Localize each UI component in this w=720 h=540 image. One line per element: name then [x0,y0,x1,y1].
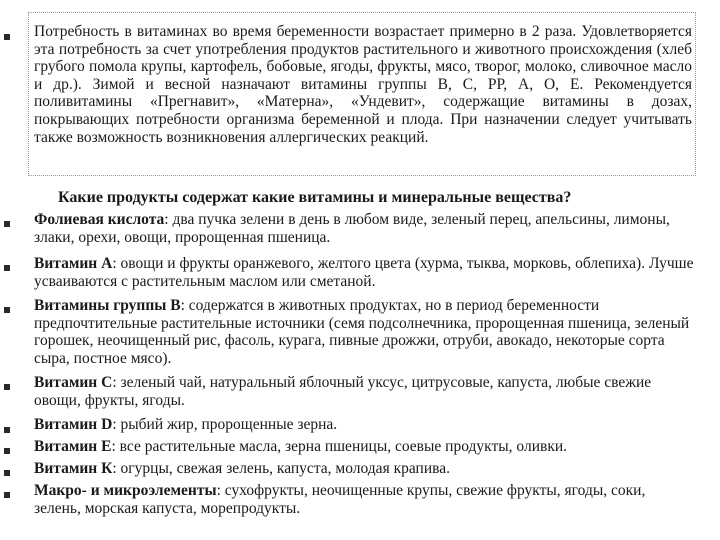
list-item [34,482,696,517]
bullet-icon [4,265,10,271]
item-text: : содержатся в животных продуктах, но в период беременности предпочтительные растительные источники (семя подсолнечника, пророщенная пшеница, зеленый горошек, неочищенный рис, фасоль, курага, пивные дрожжи, отруби, авокадо, некоторые сорта сыра, постное мясо). [34,297,690,367]
list-item [34,297,696,367]
item-term: Витамины группы В [34,297,181,314]
bullet-icon [4,307,10,313]
item-text: : сухофрукты, неочищенные крупы, свежие фрукты, ягоды, соки, зелень, морская капуста, морепродукты. [34,482,646,517]
list-item [34,211,696,246]
section-heading: Какие продукты содержат какие витамины и минеральные вещества? [58,189,572,206]
item-text: : два пучка зелени в день в любом виде, зеленый перец, апельсины, лимоны, злаки, орехи, овощи, пророщенная пшеница. [34,211,670,246]
item-term: Витамин Е [34,438,112,455]
list-item [34,255,696,290]
bullet-icon [4,34,10,40]
item-text: : рыбий жир, пророщенные зерна. [112,416,338,433]
item-term: Витамин D [34,416,113,433]
bullet-icon [4,470,10,476]
bullet-icon [4,492,10,498]
item-term: Витамин А [34,255,113,272]
item-term: Витамин К [34,460,113,477]
list-item [34,460,696,478]
intro-paragraph: Потребность в витаминах во время беременности возрастает примерно в 2 раза. Удовлетворяется эта потребность за счет употребления продуктов растительного и животного происхождения (хлеб грубого помола крупы, картофель, бобовые, ягоды, фрукты, мясо, творог, молоко, сливочное масло и др.). Зимой и весной назначают витамины группы В, С, РР, А, О, Е. Рекомендуется поливитамины «Прегнавит», «Матерна», «Ундевит», содержащие витамины в дозах, покрывающих потребности организма беременной и плода. При назначении следует учитывать также возможность возникновения аллергических реакций. [34,23,692,146]
list-item [34,374,696,409]
list-item [34,416,696,434]
bullet-icon [4,384,10,390]
item-text: : зеленый чай, натуральный яблочный уксус, цитрусовые, капуста, любые свежие овощи, фрукты, ягоды. [34,374,652,409]
item-term: Макро- и микроэлементы [34,482,217,499]
item-text: : овощи и фрукты оранжевого, желтого цвета (хурма, тыква, морковь, облепиха). Лучше усваиваются с растительным маслом или сметаной. [34,255,694,290]
item-term: Фолиевая кислота [34,211,165,228]
item-text: : огурцы, свежая зелень, капуста, молодая крапива. [112,460,450,477]
bullet-icon [4,427,10,433]
item-term: Витамин С [34,374,113,391]
bullet-icon [4,221,10,227]
list-item [34,438,696,456]
bullet-icon [4,448,10,454]
item-text: : все растительные масла, зерна пшеницы, соевые продукты, оливки. [111,438,568,455]
